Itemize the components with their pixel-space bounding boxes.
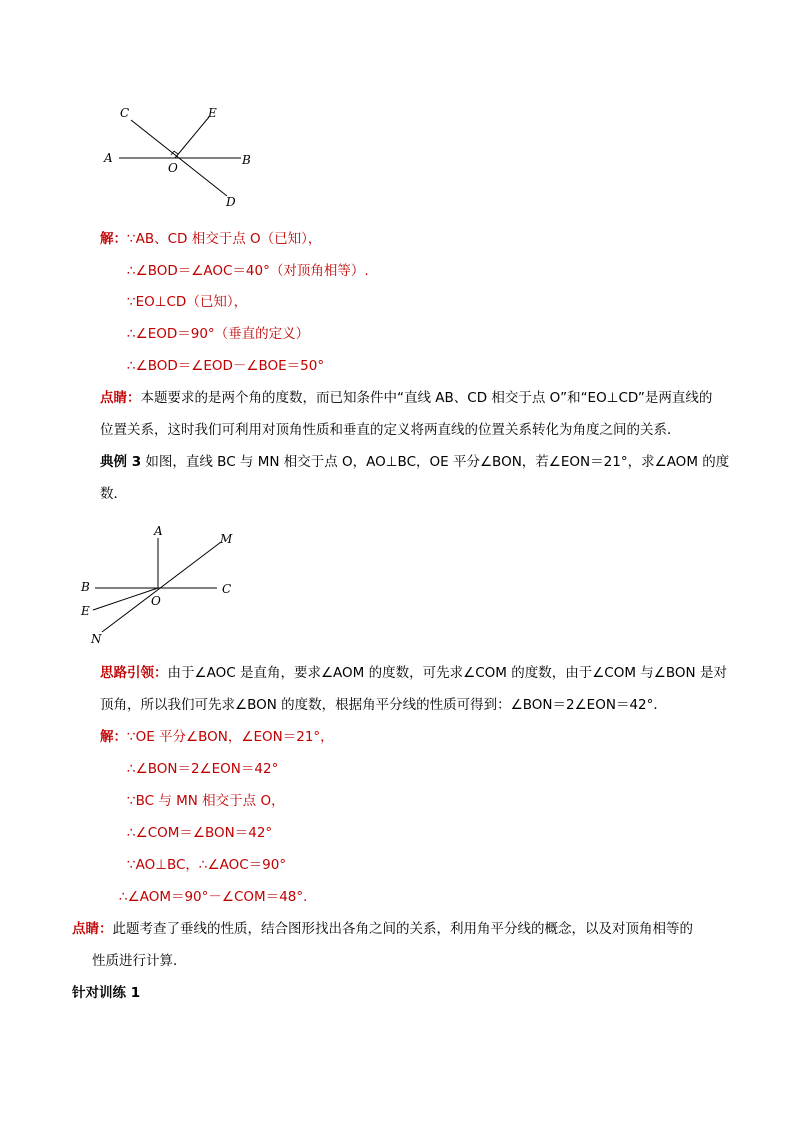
- solution2-line-1: 解：∵OE 平分∠BON，∠EON＝21°，: [100, 729, 334, 745]
- solution-tag: 解：: [100, 231, 127, 247]
- hint-tag: 思路引领：: [100, 665, 168, 681]
- solution1-line-5: ∴∠BOD＝∠EOD－∠BOE＝50°: [127, 358, 325, 374]
- solution2-line-5: ∵AO⊥BC，∴∠AOC＝90°: [127, 857, 287, 873]
- label-d: D: [226, 195, 236, 209]
- label-e: E: [208, 106, 217, 120]
- comment-tag: 点睛：: [100, 390, 141, 406]
- comment2-line-1: 点睛：此题考查了垂线的性质，结合图形找出各角之间的关系，利用角平分线的概念，以及对顶角相等的: [72, 921, 693, 937]
- solution2-line-3: ∵BC 与 MN 相交于点 O，: [127, 793, 285, 809]
- solution2-line-2: ∴∠BON＝2∠EON＝42°: [127, 761, 279, 777]
- solution2-line-4: ∴∠COM＝∠BON＝42°: [127, 825, 273, 841]
- label-b: B: [81, 580, 90, 594]
- ray-oe: [175, 117, 209, 158]
- example3-line-1: 典例 3 如图，直线 BC 与 MN 相交于点 O，AO⊥BC，OE 平分∠BON，若∠EON＝21°，求∠AOM 的度: [100, 454, 730, 470]
- solution1-line-3: ∵EO⊥CD（已知），: [127, 294, 248, 310]
- line-mn: [102, 542, 221, 632]
- hint-line-2: 顶角，所以我们可先求∠BON 的度数，根据角平分线的性质可得到：∠BON＝2∠EON＝42°．: [100, 697, 667, 713]
- comment1-line-2: 位置关系，这时我们可利用对顶角性质和垂直的定义将两直线的位置关系转化为角度之间的关系．: [100, 422, 681, 438]
- figure-intersecting-lines-2: [75, 520, 245, 650]
- label-o: O: [168, 161, 178, 175]
- comment-tag: 点睛：: [72, 921, 113, 937]
- label-c: C: [120, 106, 130, 120]
- label-m: M: [220, 532, 233, 546]
- label-o: O: [151, 594, 161, 608]
- solution1-line-1: 解：∵AB、CD 相交于点 O（已知），: [100, 231, 322, 247]
- example-tag: 典例 3: [100, 454, 142, 470]
- label-a: A: [104, 151, 113, 165]
- label-c: C: [222, 582, 232, 596]
- label-e: E: [81, 604, 90, 618]
- solution1-line-2: ∴∠BOD＝∠AOC＝40°（对顶角相等）.: [127, 263, 369, 279]
- practice-title: 针对训练 1: [72, 985, 141, 1001]
- solution2-line-6: ∴∠AOM＝90°－∠COM＝48°．: [119, 889, 317, 905]
- solution-tag: 解：: [100, 729, 127, 745]
- solution1-line-4: ∴∠EOD＝90°（垂直的定义）: [127, 326, 310, 342]
- comment2-line-2: 性质进行计算．: [92, 953, 187, 969]
- comment1-line-1: 点睛：本题要求的是两个角的度数，而已知条件中“直线 AB、CD 相交于点 O”和“EO⊥CD”是两直线的: [100, 390, 713, 406]
- figure-intersecting-lines-1: [95, 100, 265, 215]
- ray-oe: [93, 588, 158, 610]
- example3-line-2: 数．: [100, 486, 127, 502]
- hint-line-1: 思路引领：由于∠AOC 是直角，要求∠AOM 的度数，可先求∠COM 的度数，由于∠COM 与∠BON 是对: [100, 665, 727, 681]
- label-n: N: [91, 632, 102, 646]
- label-a: A: [154, 524, 163, 538]
- label-b: B: [242, 153, 251, 167]
